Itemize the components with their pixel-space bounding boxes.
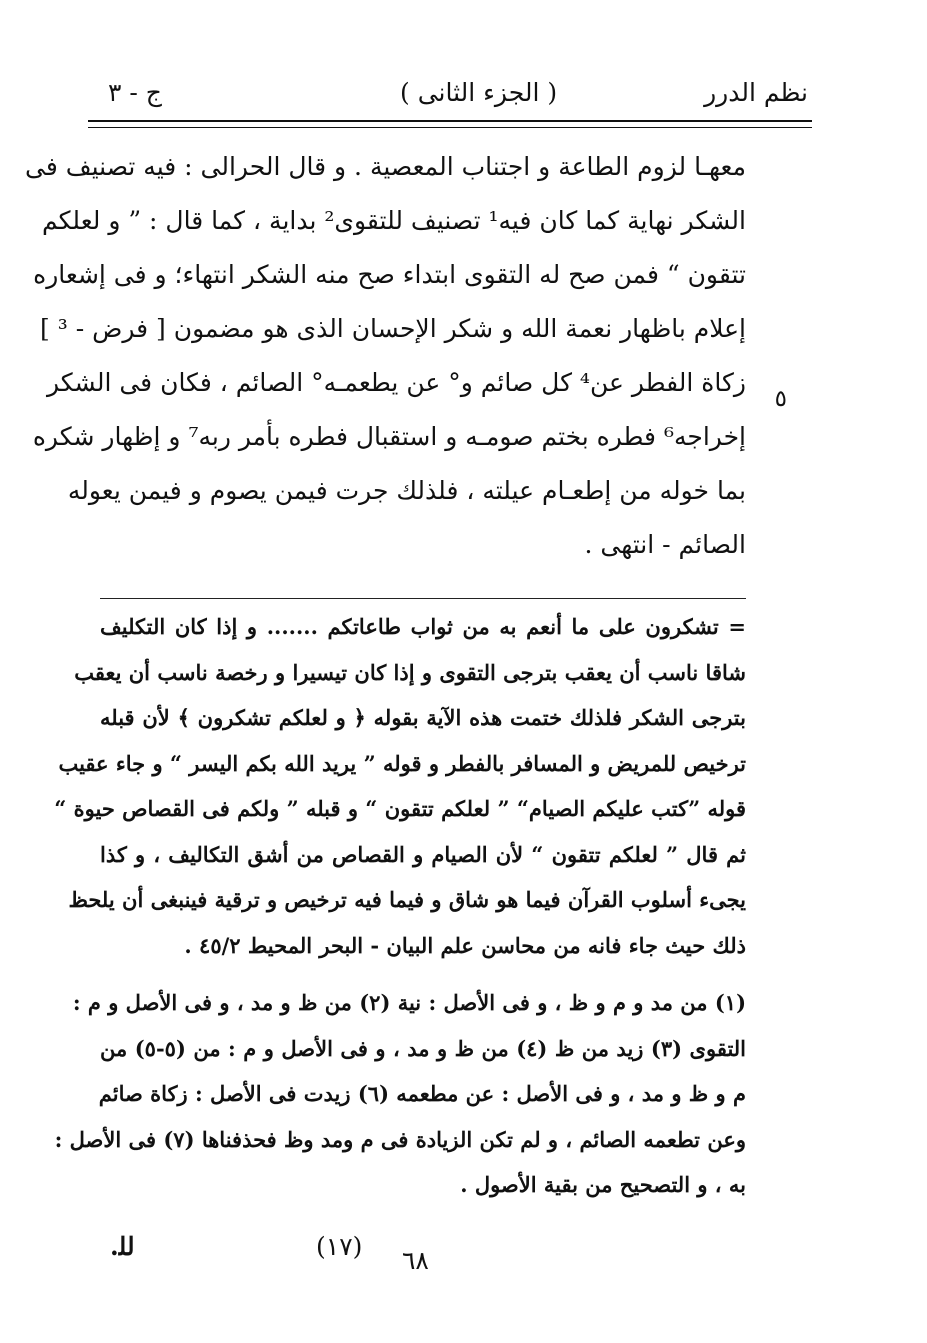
apparatus-line: (١) من مد و م و ظ ، و فى الأصل : نية (٢) من ظ و مد ، و فى الأصل و م : <box>72 990 746 1015</box>
commentary-line: بترجى الشكر فلذلك ختمت هذه الآية بقوله ﴿ و لعلكم تشكرون ﴾ لأن قبله <box>100 705 746 730</box>
commentary-line: ثم قال ” لعلكم تتقون “ لأن الصيام و القصاص من أشق التكاليف ، و كذا <box>100 841 746 867</box>
commentary-line: ذلك حيث جاء فانه من محاسن علم البيان - البحر المحيط ٤٥/٢ . <box>184 932 746 958</box>
signature-mark: (١٧) <box>316 1232 363 1261</box>
commentary-line: = تشكرون على ما أنعم به من ثواب طاعاتكم ....... و إذا كان التكليف <box>100 614 746 639</box>
line-number-marker: ٥ <box>774 386 787 412</box>
header-rule <box>88 120 812 128</box>
commentary-line: قوله ”كتب عليكم الصيام“ ” لعلكم تتقون “ و قبله ” ولكم فى القصاص حيوة “ <box>54 796 746 821</box>
commentary-line: شاقا ناسب أن يعقب بترجى التقوى و إذا كان تيسيرا و رخصة ناسب أن يعقب <box>74 659 746 685</box>
main-line: إعلام باظهار نعمة الله و شكر الإحسان الذى هو مضمون [ فرض - ³ ] <box>40 314 746 343</box>
printer-mark: ﻟﻠ. <box>110 1232 135 1261</box>
page-number: ٦٨ <box>402 1246 429 1275</box>
page-footer <box>100 1232 746 1275</box>
main-line: زكاة الفطر عن⁴ كل صائم و° عن يطعمـه° الصائم ، فكان فى الشكر <box>46 368 746 397</box>
running-head <box>100 78 808 118</box>
main-line: تتقون “ فمن صح له التقوى ابتداء صح منه الشكر انتهاء؛ و فى إشعاره <box>33 260 746 289</box>
main-line: معهـا لزوم الطاعة و اجتناب المعصية . و قال الحرالى : فيه تصنيف فى <box>25 152 746 181</box>
apparatus-line: م و ظ و مد ، و فى الأصل : عن مطعمه (٦) زيدت فى الأصل : زكاة صائم <box>98 1081 746 1106</box>
apparatus-line: وعن تطعمه الصائم ، و لم تكن الزيادة فى م ومد وظ فحذفناها (٧) فى الأصل : <box>54 1126 746 1152</box>
main-line: الشكر نهاية كما كان فيه¹ تصنيف للتقوى² بداية ، كما قال : ” و لعلكم <box>41 206 746 235</box>
commentary-line: يجىء أسلوب القرآن فيما هو شاق و فيما فيه ترخيص و ترقية فينبغى أن يلحظ <box>68 887 746 912</box>
footnote-divider <box>100 598 746 599</box>
commentary-footnote <box>54 604 746 968</box>
main-text <box>25 140 746 572</box>
main-line: بما خوله من إطعـام عيلته ، فلذلك جرت فيمن يصوم و فيمن يعوله <box>67 476 746 505</box>
book-title: نظم الدرر <box>704 78 808 107</box>
part-label: ( الجزء الثانى ) <box>400 78 558 107</box>
main-line: إخراجه⁶ فطره بختم صومـه و استقبال فطره بأمر ربه⁷ و إظهار شكره <box>32 422 746 451</box>
commentary-line: ترخيص للمريض و المسافر بالفطر و قوله ” يريد الله بكم اليسر “ و جاء عقيب <box>58 750 746 776</box>
volume-label: ج - ٣ <box>108 78 162 107</box>
apparatus-line: التقوى (٣) زيد من ظ (٤) من ظ و مد ، و فى الأصل و م : من (٥-٥) من <box>100 1035 747 1061</box>
apparatus-line: به ، و التصحيح من بقية الأصول . <box>460 1172 746 1197</box>
main-line: الصائم - انتهى . <box>584 530 746 559</box>
critical-apparatus <box>54 980 747 1208</box>
